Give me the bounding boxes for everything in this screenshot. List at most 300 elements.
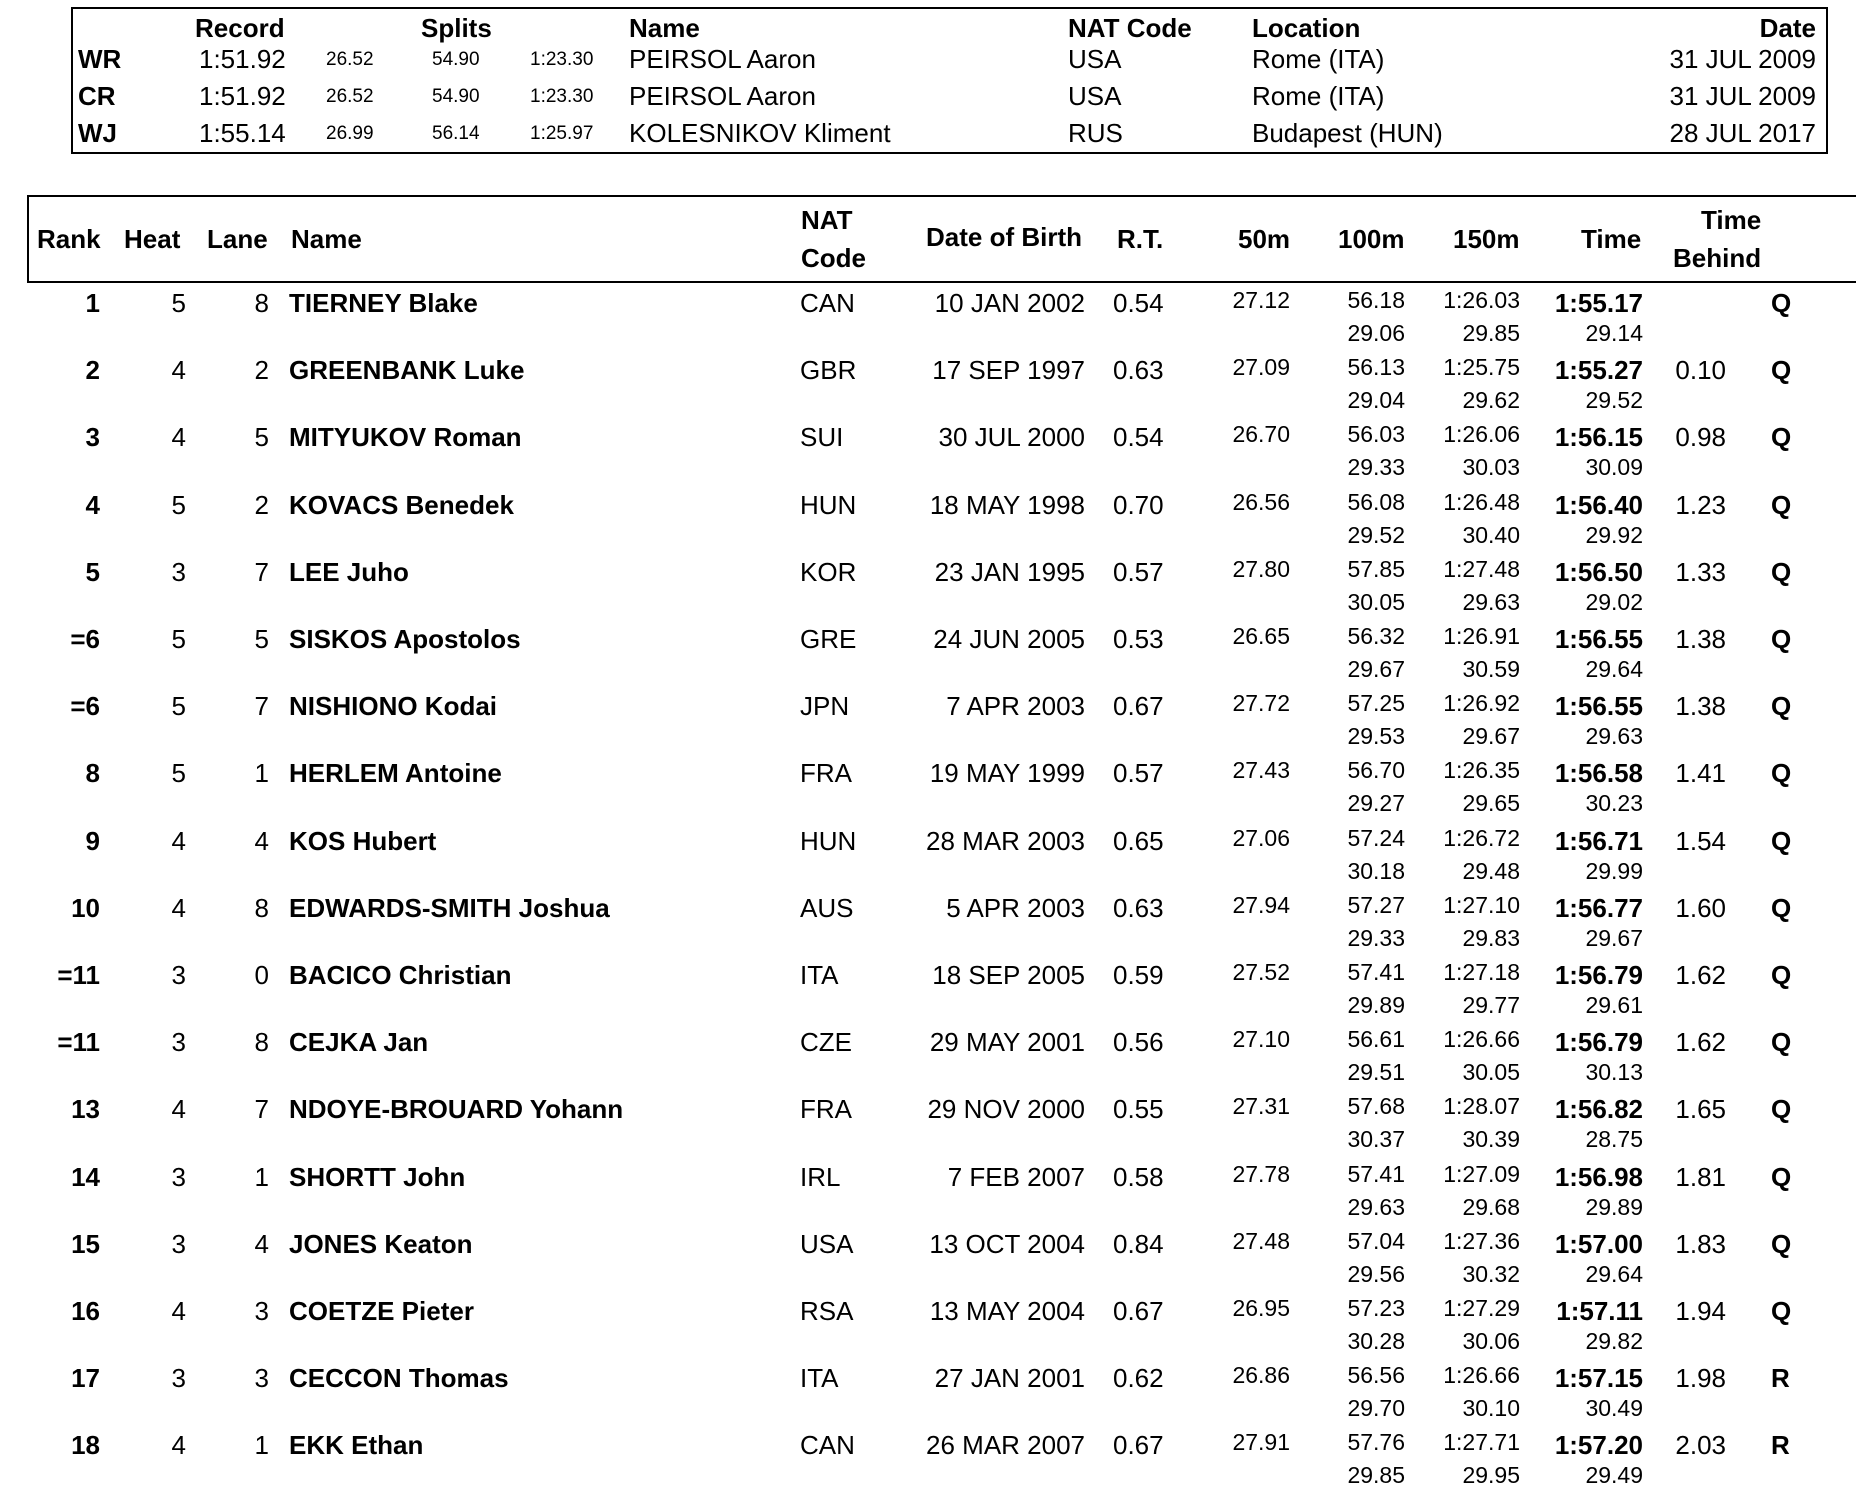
- lap-split-100m: 30.37: [1347, 1126, 1405, 1153]
- header-nat-line1: NAT: [801, 205, 853, 235]
- result-row: [0, 1227, 1856, 1298]
- time-behind: 1.94: [1675, 1296, 1726, 1326]
- final-time: 1:56.71: [1554, 825, 1643, 856]
- header-lane: Lane: [207, 224, 268, 254]
- lane: 3: [254, 1296, 269, 1326]
- date-of-birth: 18 SEP 2005: [932, 960, 1085, 990]
- record-time: 1:51.92: [199, 81, 286, 111]
- record-split-100: 54.90: [432, 86, 480, 107]
- result-row: [0, 1093, 1856, 1163]
- result-row: [0, 1295, 1856, 1365]
- qualification-mark: R: [1771, 1430, 1790, 1461]
- split-50m: 26.95: [1232, 1295, 1290, 1321]
- split-100m: 57.41: [1347, 1160, 1405, 1187]
- rank: 5: [85, 556, 100, 587]
- qualification-mark: Q: [1771, 355, 1792, 386]
- nat-code: FRA: [800, 758, 852, 789]
- lap-split-200m: 29.89: [1585, 1193, 1643, 1220]
- final-time: 1:56.77: [1554, 892, 1643, 923]
- split-150m: 1:27.71: [1443, 1429, 1520, 1456]
- record-nat-code: USA: [1068, 44, 1122, 74]
- final-time: 1:56.82: [1554, 1094, 1643, 1125]
- reaction-time: 0.57: [1113, 556, 1164, 587]
- qualification-mark: Q: [1771, 892, 1792, 923]
- time-behind: 1.83: [1675, 1228, 1726, 1259]
- records-table: [71, 7, 1828, 154]
- nat-code: RSA: [800, 1296, 854, 1326]
- split-50m: 27.09: [1232, 354, 1290, 381]
- reaction-time: 0.55: [1113, 1094, 1164, 1125]
- lap-split-200m: 29.99: [1585, 857, 1643, 884]
- lap-split-100m: 29.33: [1347, 454, 1405, 481]
- lap-split-100m: 29.89: [1347, 992, 1405, 1018]
- split-50m: 26.70: [1232, 421, 1290, 448]
- rank: 13: [71, 1094, 100, 1125]
- rank: 9: [85, 825, 100, 856]
- result-row: [0, 555, 1856, 626]
- results-header: [27, 195, 1856, 283]
- lane: 7: [254, 691, 269, 722]
- lane: 0: [254, 960, 269, 990]
- final-time: 1:57.00: [1554, 1228, 1643, 1259]
- lap-split-200m: 30.23: [1585, 790, 1643, 817]
- split-50m: 26.86: [1232, 1362, 1290, 1389]
- heat: 3: [171, 556, 186, 587]
- athlete-name: LEE Juho: [289, 556, 409, 587]
- date-of-birth: 23 JAN 1995: [934, 556, 1085, 587]
- lap-split-200m: 29.92: [1585, 521, 1643, 548]
- lap-split-200m: 30.13: [1585, 1059, 1643, 1086]
- nat-code: AUS: [800, 892, 854, 923]
- nat-code: ITA: [800, 1363, 839, 1394]
- lane: 8: [254, 1027, 269, 1058]
- record-split-150: 1:23.30: [530, 86, 594, 107]
- split-50m: 27.94: [1232, 891, 1290, 918]
- nat-code: USA: [800, 1228, 854, 1259]
- lap-split-100m: 29.33: [1347, 924, 1405, 951]
- split-50m: 26.65: [1232, 623, 1290, 649]
- date-of-birth: 18 MAY 1998: [929, 489, 1085, 520]
- lap-split-150m: 29.95: [1462, 1462, 1520, 1489]
- time-behind: 1.54: [1675, 825, 1726, 856]
- time-behind: 1.62: [1675, 960, 1726, 990]
- rank: =6: [70, 691, 100, 722]
- heat: 4: [171, 1296, 186, 1326]
- lap-split-200m: 30.09: [1585, 454, 1643, 481]
- split-150m: 1:26.72: [1443, 824, 1520, 851]
- nat-code: ITA: [800, 960, 839, 990]
- split-50m: 27.91: [1232, 1429, 1290, 1456]
- split-150m: 1:26.91: [1443, 623, 1520, 649]
- split-100m: 57.76: [1347, 1429, 1405, 1456]
- split-150m: 1:27.09: [1443, 1160, 1520, 1187]
- lane: 2: [254, 355, 269, 386]
- rank: 8: [85, 758, 100, 789]
- split-150m: 1:27.18: [1443, 959, 1520, 985]
- record-holder-name: KOLESNIKOV Kliment: [629, 118, 891, 148]
- result-row: [0, 488, 1856, 559]
- split-150m: 1:27.36: [1443, 1227, 1520, 1254]
- athlete-name: KOVACS Benedek: [289, 489, 514, 520]
- reaction-time: 0.57: [1113, 758, 1164, 789]
- nat-code: KOR: [800, 556, 857, 587]
- lap-split-100m: 29.52: [1347, 521, 1405, 548]
- split-100m: 56.70: [1347, 757, 1405, 784]
- date-of-birth: 7 FEB 2007: [947, 1161, 1085, 1192]
- date-of-birth: 13 OCT 2004: [929, 1228, 1085, 1259]
- lap-split-200m: 29.64: [1585, 1260, 1643, 1287]
- lap-split-200m: 29.52: [1585, 387, 1643, 414]
- split-100m: 57.25: [1347, 690, 1405, 717]
- record-split-50: 26.52: [326, 49, 374, 70]
- record-split-150: 1:23.30: [530, 49, 594, 70]
- qualification-mark: Q: [1771, 1027, 1792, 1058]
- records-header-nat-code: NAT Code: [1068, 13, 1192, 43]
- rank: 2: [85, 355, 100, 386]
- lap-split-200m: 30.49: [1585, 1395, 1643, 1422]
- split-150m: 1:26.06: [1443, 421, 1520, 448]
- athlete-name: SISKOS Apostolos: [289, 624, 521, 654]
- date-of-birth: 13 MAY 2004: [929, 1296, 1085, 1326]
- athlete-name: KOS Hubert: [289, 825, 437, 856]
- lane: 1: [254, 758, 269, 789]
- record-split-100: 54.90: [432, 49, 480, 70]
- result-row: [0, 354, 1856, 424]
- lane: 8: [254, 288, 269, 318]
- date-of-birth: 19 MAY 1999: [929, 758, 1085, 789]
- split-50m: 27.80: [1232, 555, 1290, 582]
- time-behind: 1.23: [1675, 489, 1726, 520]
- record-time: 1:51.92: [199, 44, 286, 74]
- lap-split-200m: 29.63: [1585, 723, 1643, 750]
- split-50m: 27.12: [1232, 287, 1290, 313]
- split-50m: 27.10: [1232, 1026, 1290, 1053]
- time-behind: 1.81: [1675, 1161, 1726, 1192]
- lap-split-150m: 29.68: [1462, 1193, 1520, 1220]
- date-of-birth: 5 APR 2003: [946, 892, 1085, 923]
- final-time: 1:56.55: [1554, 691, 1643, 722]
- reaction-time: 0.84: [1113, 1228, 1164, 1259]
- records-header-name: Name: [629, 13, 700, 43]
- rank: =6: [70, 624, 100, 654]
- lap-split-150m: 30.59: [1462, 656, 1520, 682]
- heat: 4: [171, 825, 186, 856]
- athlete-name: TIERNEY Blake: [289, 288, 478, 318]
- athlete-name: JONES Keaton: [289, 1228, 473, 1259]
- record-holder-name: PEIRSOL Aaron: [629, 44, 816, 74]
- lap-split-100m: 29.06: [1347, 320, 1405, 346]
- result-row: [0, 757, 1856, 827]
- lap-split-200m: 28.75: [1585, 1126, 1643, 1153]
- split-50m: 26.56: [1232, 488, 1290, 515]
- split-50m: 27.06: [1232, 824, 1290, 851]
- split-150m: 1:25.75: [1443, 354, 1520, 381]
- header-rank: Rank: [37, 224, 101, 254]
- date-of-birth: 29 MAY 2001: [929, 1027, 1085, 1058]
- heat: 5: [171, 624, 186, 654]
- reaction-time: 0.54: [1113, 288, 1164, 318]
- split-150m: 1:27.29: [1443, 1295, 1520, 1321]
- heat: 4: [171, 355, 186, 386]
- heat: 5: [171, 288, 186, 318]
- nat-code: JPN: [800, 691, 850, 722]
- athlete-name: BACICO Christian: [289, 960, 512, 990]
- record-date: 28 JUL 2017: [1669, 118, 1816, 148]
- lap-split-150m: 30.39: [1462, 1126, 1520, 1153]
- nat-code: CZE: [800, 1027, 852, 1058]
- lane: 1: [254, 1430, 269, 1461]
- records-header-location: Location: [1252, 13, 1361, 43]
- rank: 3: [85, 422, 100, 453]
- record-nat-code: RUS: [1068, 118, 1123, 148]
- result-row: [0, 421, 1856, 491]
- split-100m: 57.41: [1347, 959, 1405, 985]
- rank: 15: [71, 1228, 100, 1259]
- final-time: 1:56.98: [1554, 1161, 1643, 1192]
- result-row: [0, 1160, 1856, 1231]
- lap-split-150m: 30.40: [1462, 521, 1520, 548]
- lane: 7: [254, 1094, 269, 1125]
- split-100m: 57.04: [1347, 1227, 1405, 1254]
- athlete-name: SHORTT John: [289, 1161, 466, 1192]
- lap-split-100m: 30.28: [1347, 1328, 1405, 1354]
- records-header-date: Date: [1759, 13, 1816, 43]
- split-50m: 27.48: [1232, 1227, 1290, 1254]
- athlete-name: COETZE Pieter: [289, 1296, 474, 1326]
- time-behind: 1.41: [1675, 758, 1726, 789]
- heat: 4: [171, 1430, 186, 1461]
- heat: 3: [171, 1363, 186, 1394]
- nat-code: HUN: [800, 825, 857, 856]
- qualification-mark: R: [1771, 1363, 1790, 1394]
- lap-split-150m: 29.77: [1462, 992, 1520, 1018]
- final-time: 1:56.15: [1554, 422, 1643, 453]
- nat-code: GBR: [800, 355, 857, 386]
- lane: 8: [254, 892, 269, 923]
- record-time: 1:55.14: [199, 118, 286, 148]
- nat-code: CAN: [800, 1430, 855, 1461]
- split-150m: 1:27.48: [1443, 555, 1520, 582]
- date-of-birth: 30 JUL 2000: [938, 422, 1085, 453]
- split-100m: 56.56: [1347, 1362, 1405, 1389]
- split-150m: 1:26.03: [1443, 287, 1520, 313]
- result-row: [0, 891, 1856, 962]
- lap-split-200m: 29.02: [1585, 588, 1643, 615]
- time-behind: 1.60: [1675, 892, 1726, 923]
- qualification-mark: Q: [1771, 1228, 1792, 1259]
- record-location: Budapest (HUN): [1252, 118, 1443, 148]
- nat-code: IRL: [800, 1161, 841, 1192]
- lap-split-100m: 29.63: [1347, 1193, 1405, 1220]
- result-row: [0, 690, 1856, 760]
- time-behind: 0.10: [1675, 355, 1726, 386]
- heat: 3: [171, 960, 186, 990]
- date-of-birth: 28 MAR 2003: [926, 825, 1085, 856]
- lap-split-100m: 29.04: [1347, 387, 1405, 414]
- reaction-time: 0.53: [1113, 624, 1164, 654]
- heat: 3: [171, 1027, 186, 1058]
- split-100m: 56.03: [1347, 421, 1405, 448]
- split-100m: 56.61: [1347, 1026, 1405, 1053]
- split-100m: 56.08: [1347, 488, 1405, 515]
- result-row: [0, 287, 1856, 357]
- reaction-time: 0.65: [1113, 825, 1164, 856]
- reaction-time: 0.67: [1113, 1296, 1164, 1326]
- reaction-time: 0.63: [1113, 892, 1164, 923]
- split-150m: 1:26.92: [1443, 690, 1520, 717]
- heat: 4: [171, 1094, 186, 1125]
- record-split-150: 1:25.97: [530, 123, 594, 144]
- lap-split-150m: 29.85: [1462, 320, 1520, 346]
- record-split-100: 56.14: [432, 123, 480, 144]
- time-behind: 0.98: [1675, 422, 1726, 453]
- header-150m: 150m: [1453, 224, 1520, 254]
- result-row: [0, 959, 1856, 1029]
- lane: 7: [254, 556, 269, 587]
- reaction-time: 0.67: [1113, 1430, 1164, 1461]
- result-row: [0, 1026, 1856, 1096]
- record-split-50: 26.52: [326, 86, 374, 107]
- qualification-mark: Q: [1771, 825, 1792, 856]
- reaction-time: 0.67: [1113, 691, 1164, 722]
- final-time: 1:57.11: [1556, 1296, 1643, 1326]
- lap-split-150m: 30.10: [1462, 1395, 1520, 1422]
- nat-code: CAN: [800, 288, 855, 318]
- lane: 5: [254, 624, 269, 654]
- rank: =11: [57, 960, 100, 990]
- split-50m: 27.78: [1232, 1160, 1290, 1187]
- time-behind: 1.38: [1675, 691, 1726, 722]
- record-nat-code: USA: [1068, 81, 1122, 111]
- time-behind: 1.98: [1675, 1363, 1726, 1394]
- split-100m: 57.85: [1347, 555, 1405, 582]
- record-split-50: 26.99: [326, 123, 374, 144]
- athlete-name: EKK Ethan: [289, 1430, 424, 1461]
- time-behind: 1.62: [1675, 1027, 1726, 1058]
- lane: 3: [254, 1363, 269, 1394]
- nat-code: GRE: [800, 624, 857, 654]
- athlete-name: GREENBANK Luke: [289, 355, 525, 386]
- records-header-record: Record: [195, 13, 285, 43]
- rank: 10: [71, 892, 100, 923]
- date-of-birth: 24 JUN 2005: [933, 624, 1085, 654]
- heat: 3: [171, 1161, 186, 1192]
- qualification-mark: Q: [1771, 624, 1792, 654]
- rank: =11: [57, 1027, 100, 1058]
- reaction-time: 0.62: [1113, 1363, 1164, 1394]
- final-time: 1:56.79: [1554, 960, 1643, 990]
- lap-split-150m: 30.32: [1462, 1260, 1520, 1287]
- qualification-mark: Q: [1771, 758, 1792, 789]
- reaction-time: 0.63: [1113, 355, 1164, 386]
- final-time: 1:56.79: [1554, 1027, 1643, 1058]
- lap-split-100m: 29.53: [1347, 723, 1405, 750]
- athlete-name: HERLEM Antoine: [289, 758, 502, 789]
- reaction-time: 0.56: [1113, 1027, 1164, 1058]
- record-date: 31 JUL 2009: [1669, 44, 1816, 74]
- result-row: [0, 623, 1856, 693]
- rank: 16: [71, 1296, 100, 1326]
- rank: 18: [71, 1430, 100, 1461]
- header-50m: 50m: [1238, 224, 1291, 254]
- nat-code: SUI: [800, 422, 844, 453]
- lap-split-200m: 29.82: [1585, 1328, 1643, 1354]
- qualification-mark: Q: [1771, 288, 1792, 318]
- split-150m: 1:28.07: [1443, 1093, 1520, 1120]
- heat: 5: [171, 758, 186, 789]
- date-of-birth: 29 NOV 2000: [927, 1094, 1085, 1125]
- record-date: 31 JUL 2009: [1669, 81, 1816, 111]
- split-50m: 27.72: [1232, 690, 1290, 717]
- split-150m: 1:26.35: [1443, 757, 1520, 784]
- time-behind: 1.33: [1675, 556, 1726, 587]
- lane: 2: [254, 489, 269, 520]
- lap-split-100m: 29.70: [1347, 1395, 1405, 1422]
- lap-split-200m: 29.49: [1585, 1462, 1643, 1489]
- final-time: 1:56.50: [1554, 556, 1643, 587]
- rank: 4: [85, 489, 100, 520]
- lane: 4: [254, 825, 269, 856]
- date-of-birth: 17 SEP 1997: [932, 355, 1085, 386]
- split-150m: 1:26.66: [1443, 1362, 1520, 1389]
- lap-split-150m: 29.83: [1462, 924, 1520, 951]
- qualification-mark: Q: [1771, 1094, 1792, 1125]
- athlete-name: NISHIONO Kodai: [289, 691, 498, 722]
- athlete-name: EDWARDS-SMITH Joshua: [289, 892, 610, 923]
- header-name: Name: [291, 224, 362, 254]
- lap-split-100m: 29.51: [1347, 1059, 1405, 1086]
- final-time: 1:57.15: [1554, 1363, 1643, 1394]
- split-150m: 1:26.48: [1443, 488, 1520, 515]
- split-50m: 27.31: [1232, 1093, 1290, 1120]
- split-50m: 27.43: [1232, 757, 1290, 784]
- header-heat: Heat: [124, 224, 181, 254]
- result-row: [0, 824, 1856, 895]
- heat: 4: [171, 892, 186, 923]
- athlete-name: NDOYE-BROUARD Yohann: [289, 1094, 624, 1125]
- heat: 5: [171, 489, 186, 520]
- lap-split-150m: 29.48: [1462, 857, 1520, 884]
- record-location: Rome (ITA): [1252, 44, 1385, 74]
- lap-split-200m: 29.64: [1585, 656, 1643, 682]
- qualification-mark: Q: [1771, 960, 1792, 990]
- lane: 5: [254, 422, 269, 453]
- lap-split-150m: 29.67: [1462, 723, 1520, 750]
- final-time: 1:56.55: [1554, 624, 1643, 654]
- time-behind: 1.65: [1675, 1094, 1726, 1125]
- rank: 17: [71, 1363, 100, 1394]
- split-50m: 27.52: [1232, 959, 1290, 985]
- heat: 3: [171, 1228, 186, 1259]
- final-time: 1:56.40: [1554, 489, 1643, 520]
- lap-split-200m: 29.67: [1585, 924, 1643, 951]
- lane: 1: [254, 1161, 269, 1192]
- time-behind: 1.38: [1675, 624, 1726, 654]
- record-location: Rome (ITA): [1252, 81, 1385, 111]
- lap-split-100m: 29.56: [1347, 1260, 1405, 1287]
- nat-code: FRA: [800, 1094, 852, 1125]
- lap-split-100m: 30.18: [1347, 857, 1405, 884]
- record-code: WR: [78, 44, 122, 74]
- split-150m: 1:26.66: [1443, 1026, 1520, 1053]
- lap-split-100m: 29.67: [1347, 656, 1405, 682]
- header-behind-line1: Time: [1701, 205, 1762, 235]
- final-time: 1:55.27: [1554, 355, 1643, 386]
- qualification-mark: Q: [1771, 556, 1792, 587]
- record-holder-name: PEIRSOL Aaron: [629, 81, 816, 111]
- header-nat-line2: Code: [801, 243, 866, 273]
- split-100m: 57.23: [1347, 1295, 1405, 1321]
